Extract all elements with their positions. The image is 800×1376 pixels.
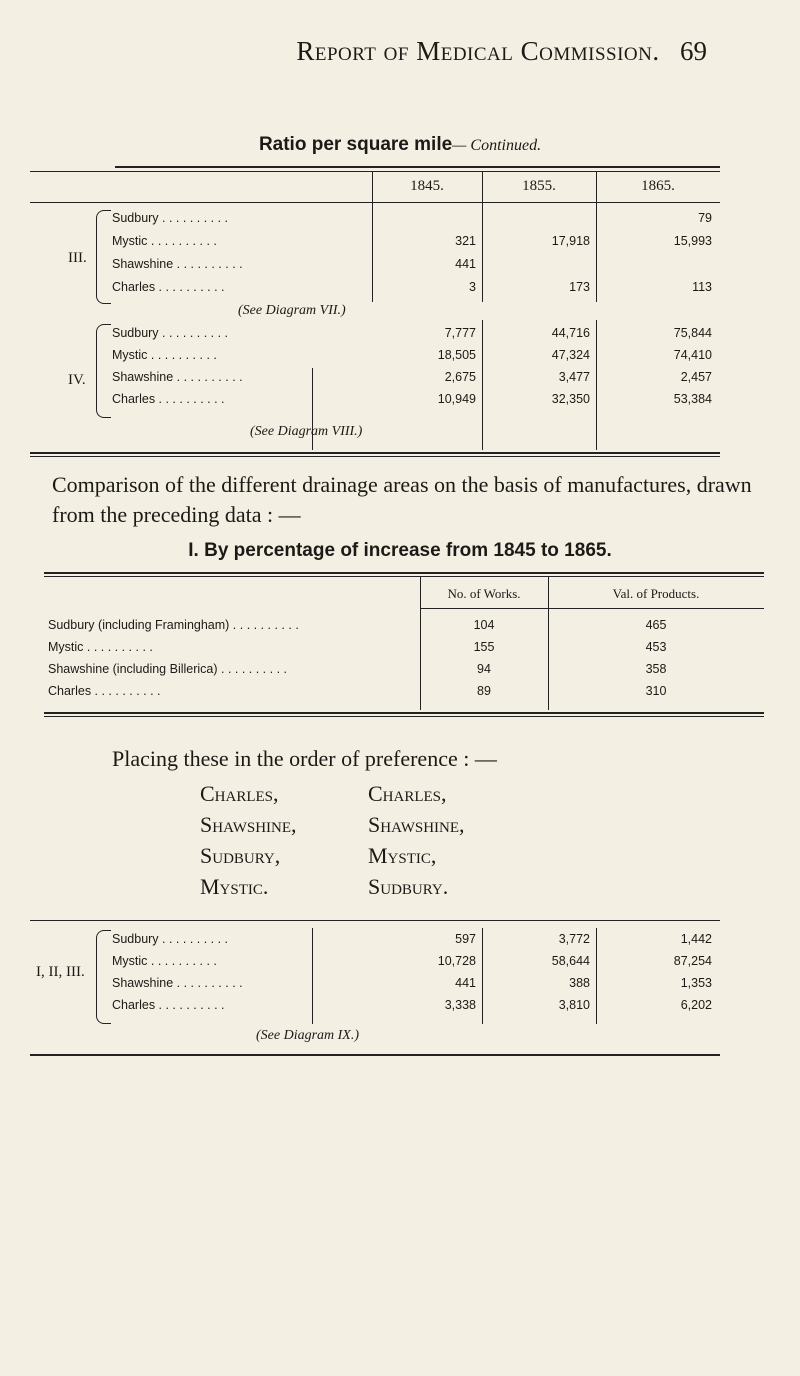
row-name: Mystic . . . . . . . . . . xyxy=(112,234,217,248)
cell-value: 75,844 xyxy=(673,326,712,340)
cell-value: 1,353 xyxy=(680,976,712,990)
preference-list-right xyxy=(368,778,465,902)
table2-row-name: Mystic . . . . . . . . . . xyxy=(48,640,153,654)
page-number: 69 xyxy=(680,36,707,66)
group-brace-I-II-III xyxy=(96,930,111,1024)
group-brace-III xyxy=(96,210,111,304)
cell-value: 79 xyxy=(698,211,712,225)
preference-item: Charles, xyxy=(368,781,447,806)
preference-item: Mystic, xyxy=(368,843,437,868)
col-line-1-g1 xyxy=(372,202,373,302)
table2-row-name: Sudbury (including Framingham) . . . . . . . . . . xyxy=(48,618,299,632)
cell-value: 15,993 xyxy=(673,234,712,248)
row-name: Charles . . . . . . . . . . xyxy=(112,998,225,1012)
group-label-III: III. xyxy=(68,250,87,266)
table2-cell: 310 xyxy=(645,684,667,698)
table2-row-name: Charles . . . . . . . . . . xyxy=(48,684,161,698)
row-name: Shawshine . . . . . . . . . . xyxy=(112,976,243,990)
preference-item: Shawshine, xyxy=(200,812,297,837)
diagram-note: (See Diagram VII.) xyxy=(238,303,346,318)
group3-col-line-3 xyxy=(596,928,597,1024)
cell-value: 388 xyxy=(569,976,590,990)
diagram-note: (See Diagram VIII.) xyxy=(250,424,363,439)
table2-cell: 89 xyxy=(477,684,491,698)
table1-title-main: Ratio per square mile xyxy=(258,134,453,155)
col-line-3-g1 xyxy=(596,202,597,302)
table2-col-header-works: No. of Works. xyxy=(447,586,521,601)
table2-top-rule xyxy=(44,572,764,574)
cell-value: 173 xyxy=(569,280,590,294)
cell-value: 3,772 xyxy=(558,932,590,946)
cell-value: 44,716 xyxy=(551,326,590,340)
cell-value: 32,350 xyxy=(551,392,590,406)
comparison-paragraph: Comparison of the different drainage areas on the basis of manufactures, drawn from the preceding data : — xyxy=(52,472,752,527)
table2-top-rule-2 xyxy=(44,576,764,577)
cell-value: 597 xyxy=(455,932,476,946)
group-label-IV: IV. xyxy=(68,372,86,388)
group3-top-rule xyxy=(30,920,720,921)
cell-value: 3,810 xyxy=(558,998,590,1012)
cell-value: 2,675 xyxy=(444,370,476,384)
diagram-note: (See Diagram IX.) xyxy=(256,1028,360,1043)
table2-head-rule xyxy=(420,608,764,609)
row-name: Sudbury . . . . . . . . . . xyxy=(112,326,229,340)
col-header-1865: 1865. xyxy=(641,178,675,194)
table2-row-name: Shawshine (including Billerica) . . . . . . . . . . xyxy=(48,662,287,676)
cell-value: 10,949 xyxy=(437,392,476,406)
cell-value: 18,505 xyxy=(437,348,476,362)
table1-bottom-rule xyxy=(30,452,720,454)
row-name: Shawshine . . . . . . . . . . xyxy=(112,257,243,271)
table1-bottom-rule-2 xyxy=(30,456,720,457)
cell-value: 441 xyxy=(455,257,476,271)
col-header-1855: 1855. xyxy=(522,178,556,194)
cell-value: 7,777 xyxy=(444,326,476,340)
cell-value: 321 xyxy=(455,234,476,248)
row-name: Mystic . . . . . . . . . . xyxy=(112,954,217,968)
table1-title xyxy=(0,134,800,156)
group3-col-line-2 xyxy=(482,928,483,1024)
cell-value: 2,457 xyxy=(680,370,712,384)
cell-value: 87,254 xyxy=(673,954,712,968)
cell-value: 3,338 xyxy=(444,998,476,1012)
preference-list-left xyxy=(200,778,297,902)
group-brace-IV xyxy=(96,324,111,418)
preference-item: Shawshine, xyxy=(368,812,465,837)
cell-value: 53,384 xyxy=(673,392,712,406)
col-header-1845: 1845. xyxy=(410,178,444,194)
table1-top-rule xyxy=(115,166,720,168)
preference-item: Sudbury. xyxy=(368,874,449,899)
table2-cell: 104 xyxy=(473,618,495,632)
col-line-2-g1 xyxy=(482,202,483,302)
row-name: Charles . . . . . . . . . . xyxy=(112,392,225,406)
row-name: Charles . . . . . . . . . . xyxy=(112,280,225,294)
col-line-2-g3 xyxy=(482,368,483,450)
cell-value: 113 xyxy=(692,280,712,294)
group3-col-line-1 xyxy=(312,928,313,1024)
cell-value: 47,324 xyxy=(551,348,590,362)
table1-head-rule xyxy=(30,202,720,203)
preference-item: Mystic. xyxy=(200,874,269,899)
running-header: Report of Medical Commission. xyxy=(296,36,660,66)
section-heading: I. By percentage of increase from 1845 to 1865. xyxy=(188,540,612,561)
preference-paragraph: Placing these in the order of preference : — xyxy=(112,746,497,771)
table2-bottom-rule xyxy=(44,712,764,714)
cell-value: 6,202 xyxy=(680,998,712,1012)
cell-value: 10,728 xyxy=(437,954,476,968)
table1-top-rule-2 xyxy=(30,171,720,172)
table1-title-suffix: — Continued. xyxy=(452,137,542,154)
cell-value: 3 xyxy=(469,280,476,294)
cell-value: 58,644 xyxy=(551,954,590,968)
row-name: Sudbury . . . . . . . . . . xyxy=(112,211,229,225)
row-name: Sudbury . . . . . . . . . . xyxy=(112,932,229,946)
group3-bottom-rule xyxy=(30,1054,720,1056)
cell-value: 1,442 xyxy=(680,932,712,946)
table2-cell: 94 xyxy=(477,662,491,676)
cell-value: 74,410 xyxy=(673,348,712,362)
table2-col-header-value: Val. of Products. xyxy=(612,586,700,601)
table2-bottom-rule-2 xyxy=(44,716,764,717)
cell-value: 17,918 xyxy=(551,234,590,248)
table2-cell: 358 xyxy=(645,662,667,676)
cell-value: 3,477 xyxy=(558,370,590,384)
preference-item: Sudbury, xyxy=(200,843,281,868)
table2-cell: 155 xyxy=(473,640,495,654)
row-name: Mystic . . . . . . . . . . xyxy=(112,348,217,362)
row-name: Shawshine . . . . . . . . . . xyxy=(112,370,243,384)
table2-cell: 453 xyxy=(645,640,667,654)
cell-value: 441 xyxy=(455,976,476,990)
table2-cell: 465 xyxy=(645,618,667,632)
group-label-I-II-III: I, II, III. xyxy=(36,964,85,980)
preference-item: Charles, xyxy=(200,781,279,806)
col-line-3-g3 xyxy=(596,368,597,450)
